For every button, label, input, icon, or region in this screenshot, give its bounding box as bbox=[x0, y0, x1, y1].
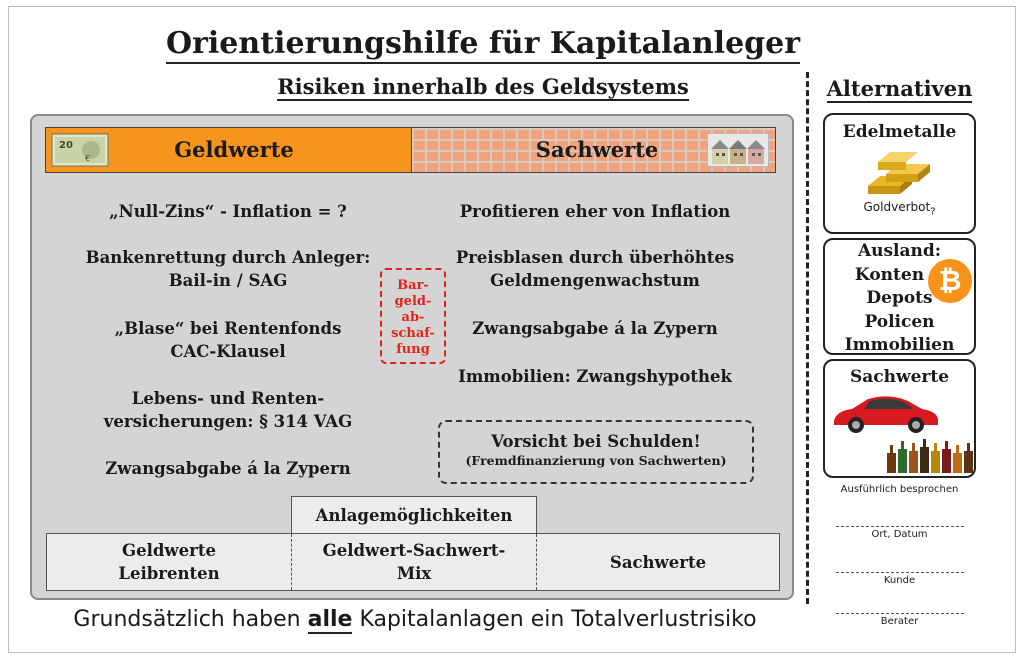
alternatives-title: Alternativen bbox=[826, 76, 973, 101]
left-item-null-zins: „Null-Zins“ - Inflation = ? bbox=[109, 202, 347, 221]
gold-bars-icon bbox=[860, 148, 940, 198]
schulden-headline: Vorsicht bei Schulden! bbox=[491, 432, 701, 451]
ausland-line: Immobilien bbox=[844, 335, 955, 355]
houses-icon bbox=[707, 133, 769, 167]
ausland-line: Policen bbox=[864, 311, 935, 332]
table-cell-mix: Geldwert-Sachwert- Mix bbox=[292, 534, 537, 590]
ort-datum-line bbox=[836, 526, 964, 527]
sachwerte-label: Sachwerte bbox=[535, 137, 659, 162]
alt-box-edelmetalle bbox=[823, 113, 976, 234]
page-title: Orientierungshilfe für Kapitalanleger bbox=[40, 26, 926, 61]
geldwerte-label: Geldwerte bbox=[174, 137, 294, 162]
right-item-inflation: Profitieren eher von Inflation bbox=[459, 202, 731, 221]
section-title: Risiken innerhalb des Geldsystems bbox=[277, 74, 689, 99]
ausland-line: Depots bbox=[866, 288, 933, 308]
table-cell-geldwerte: Geldwerte Leibrenten bbox=[47, 534, 292, 590]
berater-line bbox=[836, 613, 964, 614]
left-item-versicherungen: Lebens- und Renten- versicherungen: § 314 VAG bbox=[103, 389, 353, 431]
right-item-preisblasen: Preisblasen durch überhöhtes Geldmengenwachstum bbox=[455, 248, 735, 290]
left-item-blase: „Blase“ bei Rentenfonds CAC-Klausel bbox=[114, 319, 342, 361]
svg-text:20: 20 bbox=[59, 140, 73, 151]
ort-datum-label: Ort, Datum bbox=[871, 529, 928, 540]
anlagemoeglichkeiten-header: Anlagemöglichkeiten bbox=[291, 496, 537, 534]
table-cell-sachwerte: Sachwerte bbox=[609, 552, 707, 572]
schulden-warning-box bbox=[438, 420, 754, 484]
svg-text:€: € bbox=[85, 154, 91, 163]
right-item-zwangshypothek: Immobilien: Zwangshypothek bbox=[458, 367, 732, 386]
left-item-bankenrettung: Bankenrettung durch Anleger: Bail-in / SAG bbox=[85, 248, 371, 290]
kunde-line bbox=[836, 572, 964, 573]
berater-label: Berater bbox=[880, 616, 919, 627]
sports-car-icon bbox=[830, 389, 942, 435]
bottles-icon bbox=[885, 435, 977, 475]
schulden-subline: (Fremdfinanzierung von Sachwerten) bbox=[465, 453, 727, 468]
alt-box-sachwerte bbox=[823, 359, 976, 478]
besprochen-note: Ausführlich besprochen bbox=[840, 484, 959, 495]
ausland-line: Konten bbox=[854, 264, 925, 285]
bargeldabschaffung-box: Bar- geld- ab- schaf- fung bbox=[380, 268, 446, 364]
kunde-label: Kunde bbox=[883, 575, 916, 586]
bitcoin-icon: ₿ bbox=[928, 259, 972, 303]
left-item-zwangsabgabe: Zwangsabgabe á la Zypern bbox=[105, 459, 351, 478]
edelmetalle-head: Edelmetalle bbox=[842, 122, 957, 142]
goldverbot-note: Goldverbot$_?$ bbox=[863, 200, 936, 218]
ausland-line: Ausland: bbox=[857, 241, 942, 261]
dashed-divider bbox=[806, 72, 809, 604]
anlage-table bbox=[46, 533, 780, 591]
right-item-zwangsabgabe: Zwangsabgabe á la Zypern bbox=[472, 319, 718, 338]
sachwerte-alt-head: Sachwerte bbox=[849, 367, 950, 387]
footer-disclaimer: Grundsätzlich haben alle Kapitalanlagen ein Totalverlustrisiko bbox=[73, 607, 757, 632]
